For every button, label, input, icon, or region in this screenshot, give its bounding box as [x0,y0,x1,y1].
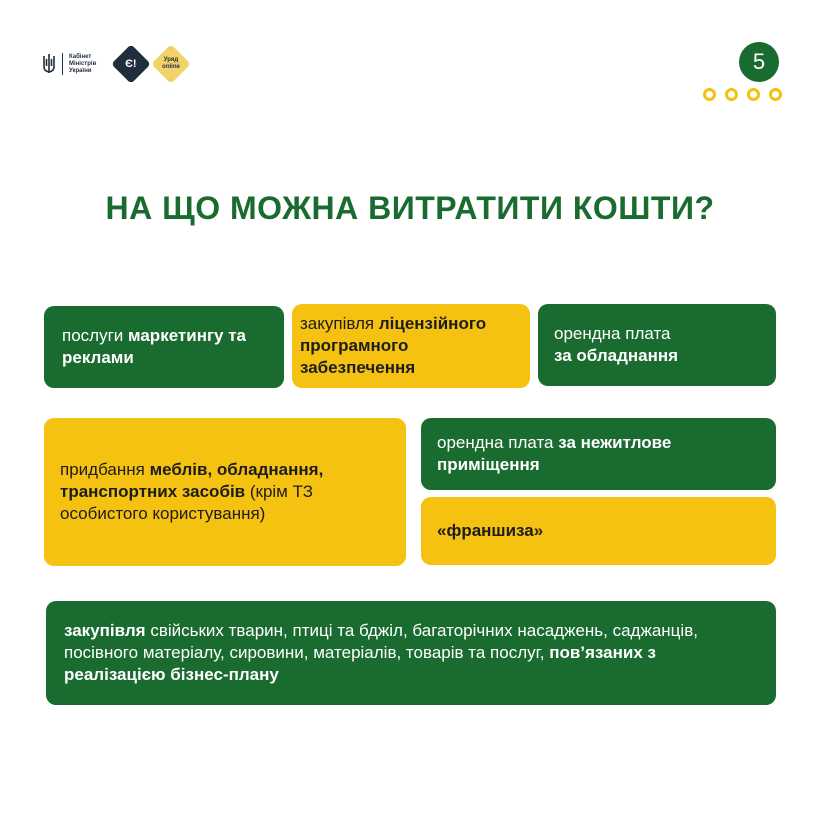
card-text: послуги [62,326,128,345]
progress-dot [725,88,738,101]
card-purchase [46,601,776,705]
progress-dot [703,88,716,101]
card-text: (крім ТЗ особистого користування) [60,482,314,523]
card-text-bold: за обладнання [554,346,679,365]
card-text-bold: маркетингу та реклами [62,326,247,367]
card-text-bold: закупівля [64,621,146,640]
diya-logo [111,44,151,84]
card-text: орендна плата [437,433,559,452]
uryad-logo-label: Уряд online [162,57,180,70]
card-furniture [44,418,406,566]
card-premises-rent [421,418,776,490]
cabinet-logo-text: Кабінет Міністрів України [69,53,97,74]
progress-dots [703,88,782,101]
header-logos [42,50,185,78]
card-text: закупівля [300,314,379,333]
progress-dot [769,88,782,101]
card-text-bold: пов’язаних з реалізацією бізнес-плану [64,643,656,684]
card-marketing [44,306,284,388]
page-number-badge: 5 [739,42,779,82]
card-text-bold: меблів, обладнання, транспортних засобів [60,460,324,501]
page-title: НА ЩО МОЖНА ВИТРАТИТИ КОШТИ? [105,190,715,226]
card-text: свійських тварин, птиці та бджіл, багаторічних насаджень, саджанців, посівного матеріалу, сировини, матеріалів, товарів та послуг, [64,621,698,662]
card-text-bold: «франшиза» [437,521,544,540]
uryad-online-logo [151,44,191,84]
progress-dot [747,88,760,101]
card-text: орендна плата [554,324,671,343]
card-text: придбання [60,460,150,479]
card-franchise [421,497,776,565]
card-text-bold: ліцензійного програмного забезпечення [300,314,487,377]
logo-divider [62,53,63,75]
card-text-bold: за нежитлове приміщення [437,433,672,474]
diya-logo-label: Є! [125,58,137,70]
card-equipment-rent [538,304,776,386]
trident-icon [42,53,56,75]
card-software [292,304,530,388]
